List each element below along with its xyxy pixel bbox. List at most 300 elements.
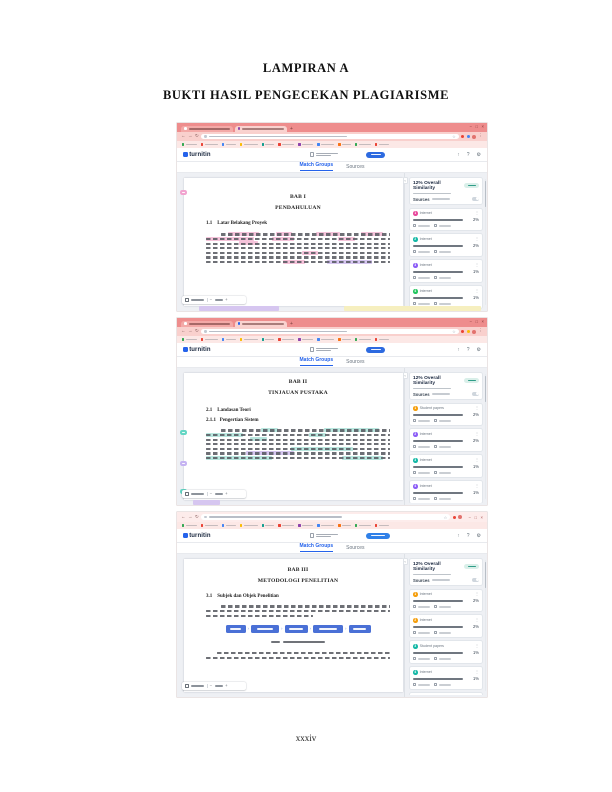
- document-icon: [310, 152, 314, 157]
- card-menu-icon[interactable]: ⋮: [475, 431, 479, 437]
- source-number-badge: 1: [414, 592, 417, 597]
- bookmark-star-icon[interactable]: ☆: [452, 330, 456, 334]
- page-toolbar: [182, 490, 246, 499]
- bookmark-favicon: [222, 524, 224, 526]
- match-percentage: 2%: [472, 598, 479, 604]
- source-name-redacted: [413, 414, 463, 416]
- match-count-icon: [413, 605, 416, 608]
- source-number-badge: 1: [414, 211, 417, 216]
- appendix-subtitle: BUKTI HASIL PENGECEKAN PLAGIARISME: [162, 88, 450, 102]
- viewer-content: [177, 554, 487, 697]
- close-button[interactable]: ×: [481, 124, 484, 129]
- source-card[interactable]: [409, 692, 483, 695]
- share-icon[interactable]: ↑: [457, 151, 460, 158]
- bookmark-favicon: [201, 524, 203, 526]
- similarity-header-card: [409, 372, 483, 400]
- overall-similarity-score: 12% Overall Similarity: [413, 561, 441, 572]
- bookmark-favicon: [240, 338, 242, 340]
- chapter-title: TINJAUAN PUSTAKA: [268, 390, 328, 396]
- bookmark-favicon: [182, 338, 184, 340]
- close-button[interactable]: ×: [480, 514, 483, 520]
- reload-icon[interactable]: ↻: [195, 513, 199, 519]
- tab-sources[interactable]: Sources: [346, 163, 365, 170]
- new-tab-button[interactable]: +: [290, 321, 293, 327]
- overall-similarity-score: 12% Overall Similarity: [413, 375, 441, 386]
- exclude-icon: [434, 419, 437, 422]
- trial-badge[interactable]: [366, 152, 385, 158]
- bookmark-favicon: [182, 143, 184, 145]
- highlight-band: [344, 306, 480, 311]
- card-menu-icon[interactable]: ⋮: [475, 483, 479, 489]
- site-info-icon[interactable]: [204, 330, 206, 332]
- share-icon[interactable]: ↑: [457, 532, 460, 539]
- match-count-icon: [413, 250, 416, 253]
- zoom-out-icon[interactable]: −: [209, 682, 213, 688]
- panel-collapse-handle[interactable]: ‹: [404, 178, 406, 183]
- forward-icon[interactable]: →: [188, 513, 193, 519]
- chapter-title: METODOLOGI PENELITIAN: [257, 578, 339, 584]
- match-count-icon: [413, 276, 416, 279]
- bookmark-item[interactable]: [298, 524, 313, 526]
- thumbnails-icon[interactable]: [185, 298, 189, 302]
- header-actions: [457, 533, 481, 539]
- settings-icon[interactable]: ⚙: [476, 532, 481, 539]
- panel-collapse-handle[interactable]: ‹: [404, 373, 406, 378]
- bookmark-favicon: [262, 143, 264, 145]
- help-icon[interactable]: ?: [466, 532, 470, 539]
- margin-match-badge[interactable]: [180, 430, 187, 435]
- bookmark-item[interactable]: [182, 143, 197, 145]
- site-info-icon[interactable]: [204, 135, 206, 137]
- browser-tab-active[interactable]: [235, 126, 287, 133]
- turnitin-logo-icon: [183, 533, 188, 538]
- back-icon[interactable]: ←: [181, 133, 186, 139]
- bookmark-item[interactable]: [278, 143, 294, 145]
- match-percentage: 2%: [472, 412, 479, 418]
- source-number-badge: 2: [414, 432, 417, 437]
- document-icon: [310, 533, 314, 538]
- flowchart-step: [285, 625, 308, 633]
- help-icon[interactable]: ?: [466, 346, 470, 353]
- flowchart-step: [251, 625, 279, 633]
- flowchart-step: [313, 625, 343, 633]
- section-heading: 2.1 Landasan Teori: [206, 408, 251, 413]
- bookmark-item[interactable]: [278, 338, 294, 340]
- bookmark-item[interactable]: [317, 143, 334, 145]
- source-number-badge: 3: [414, 263, 417, 268]
- chapter-title: PENDAHULUAN: [275, 205, 321, 211]
- window-controls: [470, 124, 484, 129]
- document-page: [184, 178, 403, 306]
- source-name-redacted: [413, 600, 463, 602]
- bookmark-favicon: [355, 338, 357, 340]
- bookmark-favicon: [201, 338, 203, 340]
- browser-menu-icon[interactable]: ⋮: [478, 328, 483, 334]
- close-button[interactable]: ×: [481, 319, 484, 324]
- bookmark-star-icon[interactable]: ☆: [452, 135, 456, 139]
- source-card[interactable]: [409, 640, 483, 663]
- browser-screenshot-bab2: [177, 318, 487, 505]
- bookmarks-bar: [177, 522, 487, 529]
- browser-screenshot-bab3: [177, 512, 487, 697]
- card-menu-icon[interactable]: ⋮: [475, 236, 479, 242]
- trial-badge[interactable]: [366, 347, 385, 353]
- card-menu-icon[interactable]: ⋮: [475, 210, 479, 216]
- bookmark-item[interactable]: [201, 524, 218, 526]
- paragraph-lines: [206, 232, 390, 264]
- bookmark-item[interactable]: [317, 338, 334, 340]
- exclude-icon: [434, 631, 437, 634]
- address-bar: [177, 327, 487, 336]
- bookmark-favicon: [262, 524, 264, 526]
- source-card[interactable]: [409, 614, 483, 637]
- source-card[interactable]: [409, 259, 483, 282]
- source-card[interactable]: [409, 589, 483, 612]
- source-number-badge: 1: [414, 406, 417, 411]
- score-filter-pill[interactable]: [464, 378, 479, 383]
- bookmark-favicon: [262, 338, 264, 340]
- source-type-label: Internet: [419, 211, 432, 216]
- bookmark-favicon: [355, 524, 357, 526]
- match-percentage: 1%: [472, 269, 479, 275]
- card-menu-icon[interactable]: ⋮: [475, 405, 479, 411]
- url-field[interactable]: [201, 329, 458, 335]
- source-number-badge: 2: [414, 237, 417, 242]
- sources-label: Sources: [413, 577, 430, 583]
- source-type-label: Student papers: [419, 644, 444, 649]
- flowchart-step: [226, 625, 246, 633]
- bookmark-item[interactable]: [355, 524, 371, 526]
- source-number-badge: 4: [414, 484, 417, 489]
- card-menu-icon[interactable]: ⋮: [475, 591, 479, 597]
- match-percentage: 1%: [472, 676, 479, 682]
- panel-scrollbar[interactable]: [485, 560, 487, 691]
- settings-icon[interactable]: ⚙: [476, 346, 481, 353]
- margin-match-badge[interactable]: [180, 190, 187, 195]
- bookmark-item[interactable]: [298, 143, 313, 145]
- browser-screenshot-bab1: [177, 123, 487, 311]
- source-card-list: [409, 589, 483, 696]
- bookmark-item[interactable]: [262, 338, 275, 340]
- source-card-list: [409, 208, 483, 310]
- source-type-label: Internet: [419, 670, 432, 675]
- bookmark-item[interactable]: [338, 338, 351, 340]
- panel-scrollbar[interactable]: [485, 179, 487, 305]
- window-controls: [469, 515, 483, 520]
- match-count-icon: [413, 224, 416, 227]
- bookmarks-bar: [177, 336, 487, 343]
- bookmark-item[interactable]: [222, 143, 236, 145]
- source-card[interactable]: [409, 403, 483, 426]
- sources-toggle[interactable]: [472, 197, 479, 201]
- source-name-redacted: [413, 678, 463, 680]
- exclude-icon: [434, 683, 437, 686]
- flowchart-step: [349, 625, 371, 633]
- sources-label: Sources: [413, 391, 430, 397]
- document-title-area: [310, 347, 338, 353]
- bookmark-item[interactable]: [240, 524, 258, 526]
- extension-icon[interactable]: [453, 516, 456, 519]
- match-percentage: 1%: [472, 295, 479, 301]
- bookmark-item[interactable]: [355, 338, 371, 340]
- source-type-label: Internet: [419, 263, 432, 268]
- back-icon[interactable]: ←: [181, 513, 186, 519]
- bookmark-item[interactable]: [338, 524, 351, 526]
- maximize-button[interactable]: □: [475, 124, 479, 129]
- source-card-list: [409, 403, 483, 504]
- bookmark-favicon: [278, 338, 280, 340]
- bookmark-favicon: [201, 143, 203, 145]
- thumbnails-icon[interactable]: [185, 684, 189, 688]
- bookmark-item[interactable]: [278, 524, 294, 526]
- bookmark-item[interactable]: [375, 524, 389, 526]
- bookmark-item[interactable]: [317, 524, 334, 526]
- browser-tab-strip: [177, 318, 487, 327]
- settings-icon[interactable]: ⚙: [476, 151, 481, 158]
- zoom-out-icon[interactable]: −: [209, 296, 213, 302]
- source-type-label: Internet: [419, 237, 432, 242]
- subsection-heading: 2.1.1 Pengertian Sistem: [206, 418, 259, 423]
- page-toolbar: [182, 296, 246, 305]
- bookmark-favicon: [222, 338, 224, 340]
- minimize-button[interactable]: −: [469, 124, 473, 129]
- zoom-in-icon[interactable]: +: [225, 490, 228, 496]
- window-controls: [470, 319, 484, 324]
- match-percentage: 1%: [472, 490, 479, 496]
- extension-icon[interactable]: [467, 135, 470, 138]
- maximize-button[interactable]: □: [474, 514, 478, 520]
- turnitin-header: [177, 148, 487, 162]
- tab-sources[interactable]: Sources: [346, 358, 365, 365]
- maximize-button[interactable]: □: [475, 319, 479, 324]
- exclude-icon: [434, 605, 437, 608]
- score-filter-pill[interactable]: [464, 564, 479, 569]
- match-count-icon: [413, 497, 416, 500]
- source-type-label: Internet: [419, 289, 432, 294]
- score-filter-pill[interactable]: [464, 183, 479, 188]
- chapter-heading: BAB III: [287, 567, 309, 573]
- minimize-button[interactable]: −: [469, 319, 473, 324]
- bookmark-item[interactable]: [240, 143, 258, 145]
- forward-icon[interactable]: →: [188, 133, 193, 139]
- browser-menu-icon[interactable]: ⋮: [478, 133, 483, 139]
- source-name-redacted: [413, 245, 463, 247]
- source-name-redacted: [413, 219, 463, 221]
- doc-text-line: [206, 456, 390, 461]
- bookmark-favicon: [317, 338, 319, 340]
- document-page: [184, 559, 403, 692]
- source-name-redacted: [413, 492, 463, 494]
- bookmark-item[interactable]: [222, 338, 236, 340]
- thumbnails-icon[interactable]: [185, 492, 189, 496]
- flow-arrow-icon: ›: [345, 625, 347, 631]
- bookmark-favicon: [240, 143, 242, 145]
- document-icon: [310, 347, 314, 352]
- source-number-badge: 4: [414, 289, 417, 294]
- extension-icon[interactable]: [461, 135, 464, 138]
- exclude-icon: [434, 471, 437, 474]
- bookmark-item[interactable]: [240, 338, 258, 340]
- turnitin-logo[interactable]: turnitin: [183, 533, 211, 539]
- extension-icon[interactable]: [467, 330, 470, 333]
- card-menu-icon[interactable]: ⋮: [475, 288, 479, 294]
- address-bar: [177, 132, 487, 141]
- source-number-badge: 3: [414, 644, 417, 649]
- bookmark-favicon: [278, 143, 280, 145]
- source-card[interactable]: [409, 454, 483, 477]
- bookmark-favicon: [182, 524, 184, 526]
- source-card[interactable]: [409, 428, 483, 451]
- document-page: [184, 373, 403, 500]
- share-icon[interactable]: ↑: [457, 346, 460, 353]
- match-count-icon: [413, 631, 416, 634]
- bookmark-item[interactable]: [338, 143, 351, 145]
- turnitin-logo-icon: [183, 152, 188, 157]
- similarity-panel: [409, 177, 483, 309]
- paragraph-lines: [206, 604, 390, 618]
- forward-icon[interactable]: →: [188, 328, 193, 334]
- tab-sources[interactable]: Sources: [346, 544, 365, 551]
- browser-tab-strip: [177, 123, 487, 132]
- back-icon[interactable]: ←: [181, 328, 186, 334]
- doc-text-line: [206, 260, 390, 265]
- source-name-redacted: [413, 652, 463, 654]
- minimize-button[interactable]: −: [468, 514, 472, 520]
- tab-match-groups[interactable]: Match Groups: [300, 163, 334, 170]
- tab-match-groups[interactable]: Match Groups: [300, 358, 334, 365]
- source-type-label: Internet: [419, 618, 432, 623]
- card-menu-icon[interactable]: ⋮: [475, 643, 479, 649]
- source-card[interactable]: [409, 666, 483, 689]
- extension-icon[interactable]: [461, 330, 464, 333]
- trial-badge[interactable]: [366, 533, 390, 539]
- source-name-redacted: [413, 271, 463, 273]
- bookmark-item[interactable]: [182, 338, 197, 340]
- source-type-label: Internet: [419, 432, 432, 437]
- profile-avatar[interactable]: [472, 330, 476, 334]
- bookmark-item[interactable]: [201, 143, 218, 145]
- similarity-panel: [409, 372, 483, 503]
- profile-avatar[interactable]: [458, 515, 462, 519]
- browser-tab-active[interactable]: [235, 321, 287, 328]
- similarity-header-card: [409, 558, 483, 586]
- panel-divider: [404, 554, 405, 697]
- bookmark-favicon: [298, 143, 300, 145]
- url-field[interactable]: [201, 134, 458, 140]
- source-type-label: Internet: [419, 458, 432, 463]
- figure-caption: [206, 641, 390, 643]
- bookmark-item[interactable]: [375, 338, 389, 340]
- source-card[interactable]: [409, 480, 483, 503]
- bookmark-item[interactable]: [222, 524, 236, 526]
- source-type-label: Internet: [419, 484, 432, 489]
- source-name-redacted: [413, 440, 463, 442]
- turnitin-header: [177, 529, 487, 543]
- exclude-icon: [434, 250, 437, 253]
- similarity-header-card: [409, 177, 483, 205]
- browser-tab[interactable]: [181, 126, 233, 133]
- card-menu-icon[interactable]: ⋮: [475, 617, 479, 623]
- panel-scrollbar[interactable]: [485, 374, 487, 499]
- page-number: xxxiv: [295, 733, 317, 743]
- source-number-badge: 2: [414, 618, 417, 623]
- match-percentage: 2%: [472, 217, 479, 223]
- highlight-band: [193, 500, 221, 505]
- margin-match-badge[interactable]: [180, 461, 187, 466]
- reload-icon[interactable]: ↻: [195, 328, 199, 334]
- header-actions: [457, 347, 481, 353]
- bookmark-star-icon[interactable]: ☆: [443, 515, 448, 520]
- bookmark-favicon: [375, 143, 377, 145]
- bookmark-item[interactable]: [298, 338, 313, 340]
- panel-collapse-handle[interactable]: ‹: [404, 559, 406, 564]
- bookmark-favicon: [338, 143, 340, 145]
- zoom-in-icon[interactable]: +: [225, 682, 228, 688]
- bookmark-item[interactable]: [182, 524, 197, 526]
- paragraph-lines: [206, 651, 390, 660]
- viewer-content: [177, 368, 487, 505]
- bookmark-favicon: [317, 524, 319, 526]
- exclude-icon: [434, 497, 437, 500]
- site-info-icon[interactable]: [204, 516, 206, 518]
- zoom-in-icon[interactable]: +: [225, 296, 228, 302]
- new-tab-button[interactable]: +: [290, 126, 293, 132]
- match-percentage: 1%: [472, 650, 479, 656]
- bookmark-favicon: [222, 143, 224, 145]
- zoom-out-icon[interactable]: −: [209, 490, 213, 496]
- source-type-label: Internet: [419, 592, 432, 597]
- exclude-icon: [434, 224, 437, 227]
- appendix-title: LAMPIRAN A: [262, 61, 350, 75]
- help-icon[interactable]: ?: [466, 151, 470, 158]
- source-name-redacted: [413, 297, 463, 299]
- bookmark-item[interactable]: [262, 143, 275, 145]
- chapter-heading: BAB I: [289, 194, 307, 200]
- turnitin-logo[interactable]: turnitin: [183, 152, 211, 158]
- turnitin-logo[interactable]: turnitin: [183, 347, 211, 353]
- tab-match-groups[interactable]: Match Groups: [300, 544, 334, 551]
- bookmark-item[interactable]: [375, 143, 389, 145]
- source-type-label: Student papers: [419, 406, 444, 411]
- bookmark-favicon: [355, 143, 357, 145]
- profile-avatar[interactable]: [472, 135, 476, 139]
- sources-toggle[interactable]: [472, 578, 479, 582]
- header-actions: [457, 152, 481, 158]
- url-field[interactable]: [201, 514, 450, 520]
- match-percentage: 1%: [472, 464, 479, 470]
- research-flowchart: [206, 625, 390, 633]
- similarity-panel: [409, 558, 483, 695]
- bookmark-item[interactable]: [355, 143, 371, 145]
- panel-divider: [404, 368, 405, 505]
- bookmark-item[interactable]: [262, 524, 275, 526]
- match-percentage: 2%: [472, 624, 479, 630]
- bookmark-item[interactable]: [201, 338, 218, 340]
- source-card[interactable]: [409, 233, 483, 256]
- card-menu-icon[interactable]: ⋮: [475, 457, 479, 463]
- sources-toggle[interactable]: [472, 392, 479, 396]
- bookmark-favicon: [375, 338, 377, 340]
- card-menu-icon[interactable]: ⋮: [475, 669, 479, 675]
- bookmark-favicon: [298, 338, 300, 340]
- reload-icon[interactable]: ↻: [195, 133, 199, 139]
- card-menu-icon[interactable]: ⋮: [475, 262, 479, 268]
- source-card[interactable]: [409, 208, 483, 231]
- report-tabs: [177, 162, 487, 173]
- document-title-area: [310, 152, 338, 158]
- browser-tab[interactable]: [181, 321, 233, 328]
- section-heading: 1.1 Latar Belakang Proyek: [206, 221, 268, 226]
